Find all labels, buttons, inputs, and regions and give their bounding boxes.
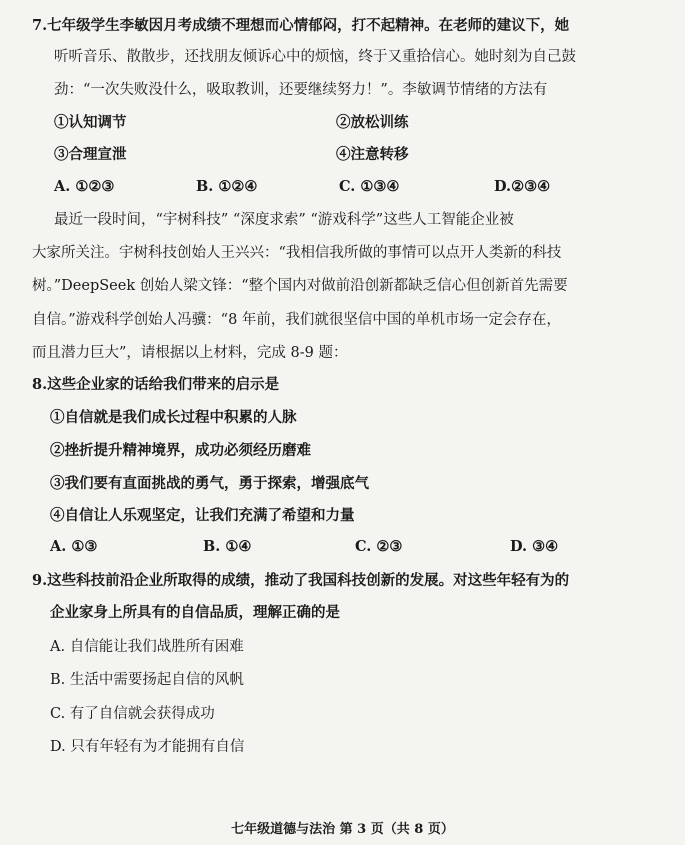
q7-stem-line: 劲：“一次失败没什么，吸取教训，还要继续努力！”。李敏调节情绪的方法有 — [54, 82, 548, 98]
q7-choice: B. ①②④ — [196, 178, 258, 195]
q9-stem-line: 9.这些科技前沿企业所取得的成绩，推动了我国科技创新的发展。对这些年轻有为的 — [32, 572, 570, 589]
material-line: 大家所关注。宇树科技创始人王兴兴：“我相信我所做的事情可以点开人类新的科技 — [32, 245, 562, 261]
q7-item: ③合理宣泄 — [54, 146, 127, 163]
q9-choice: C. 有了自信就会获得成功 — [50, 706, 215, 722]
q7-item: ④注意转移 — [336, 146, 409, 163]
q8-choice: B. ①④ — [203, 538, 252, 555]
material-line: 树。”DeepSeek 创始人梁文锋：“整个国内对做前沿创新都缺乏信心但创新首先需要 — [32, 278, 568, 294]
material-line: 最近一段时间，“宇树科技” “深度求索” “游戏科学”这些人工智能企业被 — [54, 212, 514, 228]
q7-choice: A. ①②③ — [54, 178, 115, 195]
q8-item: ④自信让人乐观坚定，让我们充满了希望和力量 — [50, 507, 355, 524]
material-line: 而且潜力巨大”，请根据以上材料，完成 8-9 题： — [32, 345, 348, 361]
q8-item: ③我们要有直面挑战的勇气，勇于探索，增强底气 — [50, 475, 369, 492]
q8-item: ②挫折提升精神境界，成功必须经历磨难 — [50, 442, 311, 459]
q7-stem-line: 7.七年级学生李敏因月考成绩不理想而心情郁闷，打不起精神。在老师的建议下，她 — [32, 17, 570, 34]
q9-choice: B. 生活中需要扬起自信的风帆 — [50, 672, 244, 688]
q8-item: ①自信就是我们成长过程中积累的人脉 — [50, 409, 297, 426]
q7-choice: C. ①③④ — [339, 178, 400, 195]
q7-stem-line: 听听音乐、散散步，还找朋友倾诉心中的烦恼，终于又重拾信心。她时刻为自己鼓 — [54, 49, 576, 65]
q8-stem: 8.这些企业家的话给我们带来的启示是 — [32, 376, 280, 393]
q7-item: ①认知调节 — [54, 114, 127, 131]
q9-stem-line: 企业家身上所具有的自信品质，理解正确的是 — [50, 604, 340, 621]
q7-item: ②放松训练 — [336, 114, 409, 131]
material-line: 自信。”游戏科学创始人冯骥：“8 年前，我们就很坚信中国的单机市场一定会存在， — [32, 312, 561, 328]
q9-choice: A. 自信能让我们战胜所有困难 — [50, 639, 244, 655]
q8-choice: C. ②③ — [355, 538, 403, 555]
page-footer: 七年级道德与法治 第 3 页（共 8 页） — [231, 822, 454, 837]
q9-choice: D. 只有年轻有为才能拥有自信 — [50, 739, 245, 755]
q8-choice: A. ①③ — [50, 538, 98, 555]
q8-choice: D. ③④ — [510, 538, 559, 555]
q7-choice: D.②③④ — [494, 178, 551, 195]
